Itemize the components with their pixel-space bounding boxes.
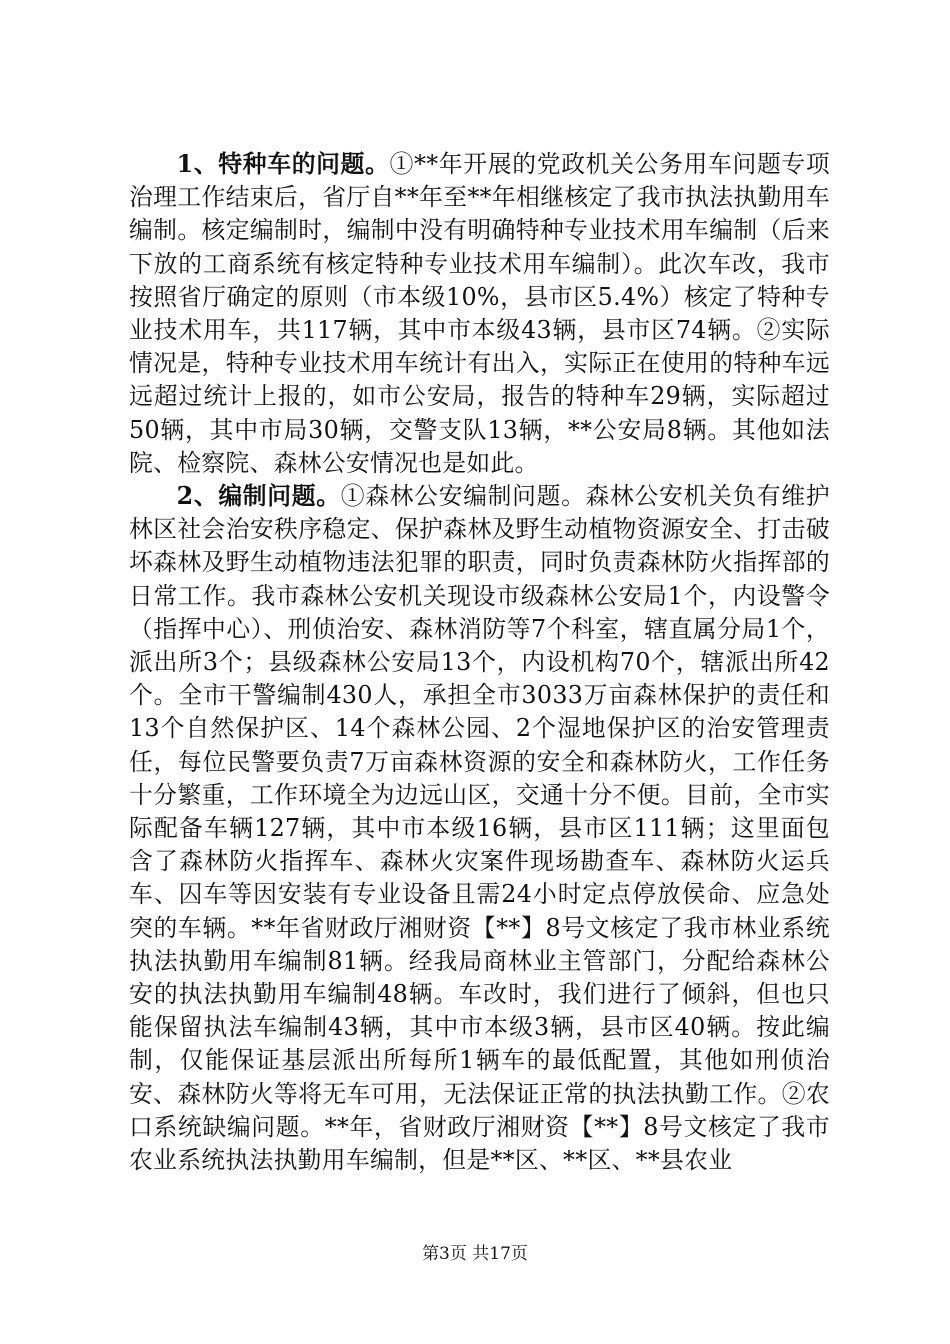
- paragraph-text: ①**年开展的党政机关公务用车问题专项治理工作结束后，省厅自**年至**年相继核定了我市执法执勤用车编制。核定编制时，编制中没有明确特种专业技术用车编制（后来下放的工商系统有核定特种专业技术用车编制）。此次车改，我市按照省厅确定的原则（市本级10%，县市区5.4%）核定了特种专业技术用车，共117辆，其中市本级43辆，县市区74辆。②实际情况是，特种专业技术用车统计有出入，实际正在使用的特种车远远超过统计上报的，如市公安局，报告的特种车29辆，实际超过50辆，其中市局30辆，交警支队13辆，**公安局8辆。其他如法院、检察院、森林公安情况也是如此。: [129, 150, 830, 477]
- paragraph-special-vehicles: [129, 148, 830, 480]
- paragraph-heading: 1、特种车的问题。: [176, 150, 390, 178]
- paragraph-heading: 2、编制问题。: [176, 482, 341, 511]
- paragraph-text: ①森林公安编制问题。森林公安机关负有维护林区社会治安秩序稳定、保护森林及野生动植物资源安全、打击破坏森林及野生动植物违法犯罪的职责，同时负责森林防火指挥部的日常工作。我市森林公安机关现设市级森林公安局1个，内设警令（指挥中心）、刑侦治安、森林消防等7个科室，辖直属分局1个，派出所3个；县级森林公安局13个，内设机构70个，辖派出所42个。全市干警编制430人，承担全市3033万亩森林保护的责任和13个自然保护区、14个森林公园、2个湿地保护区的治安管理责任，每位民警要负责7万亩森林资源的安全和森林防火，工作任务十分繁重，工作环境全为边远山区，交通十分不便。目前，全市实际配备车辆127辆，其中市本级16辆，县市区111辆；这里面包含了森林防火指挥车、森林火灾案件现场勘查车、森林防火运兵车、囚车等因安装有专业设备且需24小时定点停放侯命、应急处突的车辆。**年省财政厅湘财资【**】8号文核定了我市林业系统执法执勤用车编制81辆。经我局商林业主管部门，分配给森林公安的执法执勤用车编制48辆。车改时，我们进行了倾斜，但也只能保留执法车编制43辆，其中市本级3辆，县市区40辆。按此编制，仅能保证基层派出所每所1辆车的最低配置，其他如刑侦治安、森林防火等将无车可用，无法保证正常的执法执勤工作。②农口系统缺编问题。**年，省财政厅湘财资【**】8号文核定了我市农业系统执法执勤用车编制，但是**区、**区、**县农业: [129, 482, 830, 1175]
- paragraph-staffing: [129, 480, 830, 1177]
- page-number-footer: 第3页 共17页: [422, 1244, 528, 1264]
- document-body: [129, 148, 830, 1177]
